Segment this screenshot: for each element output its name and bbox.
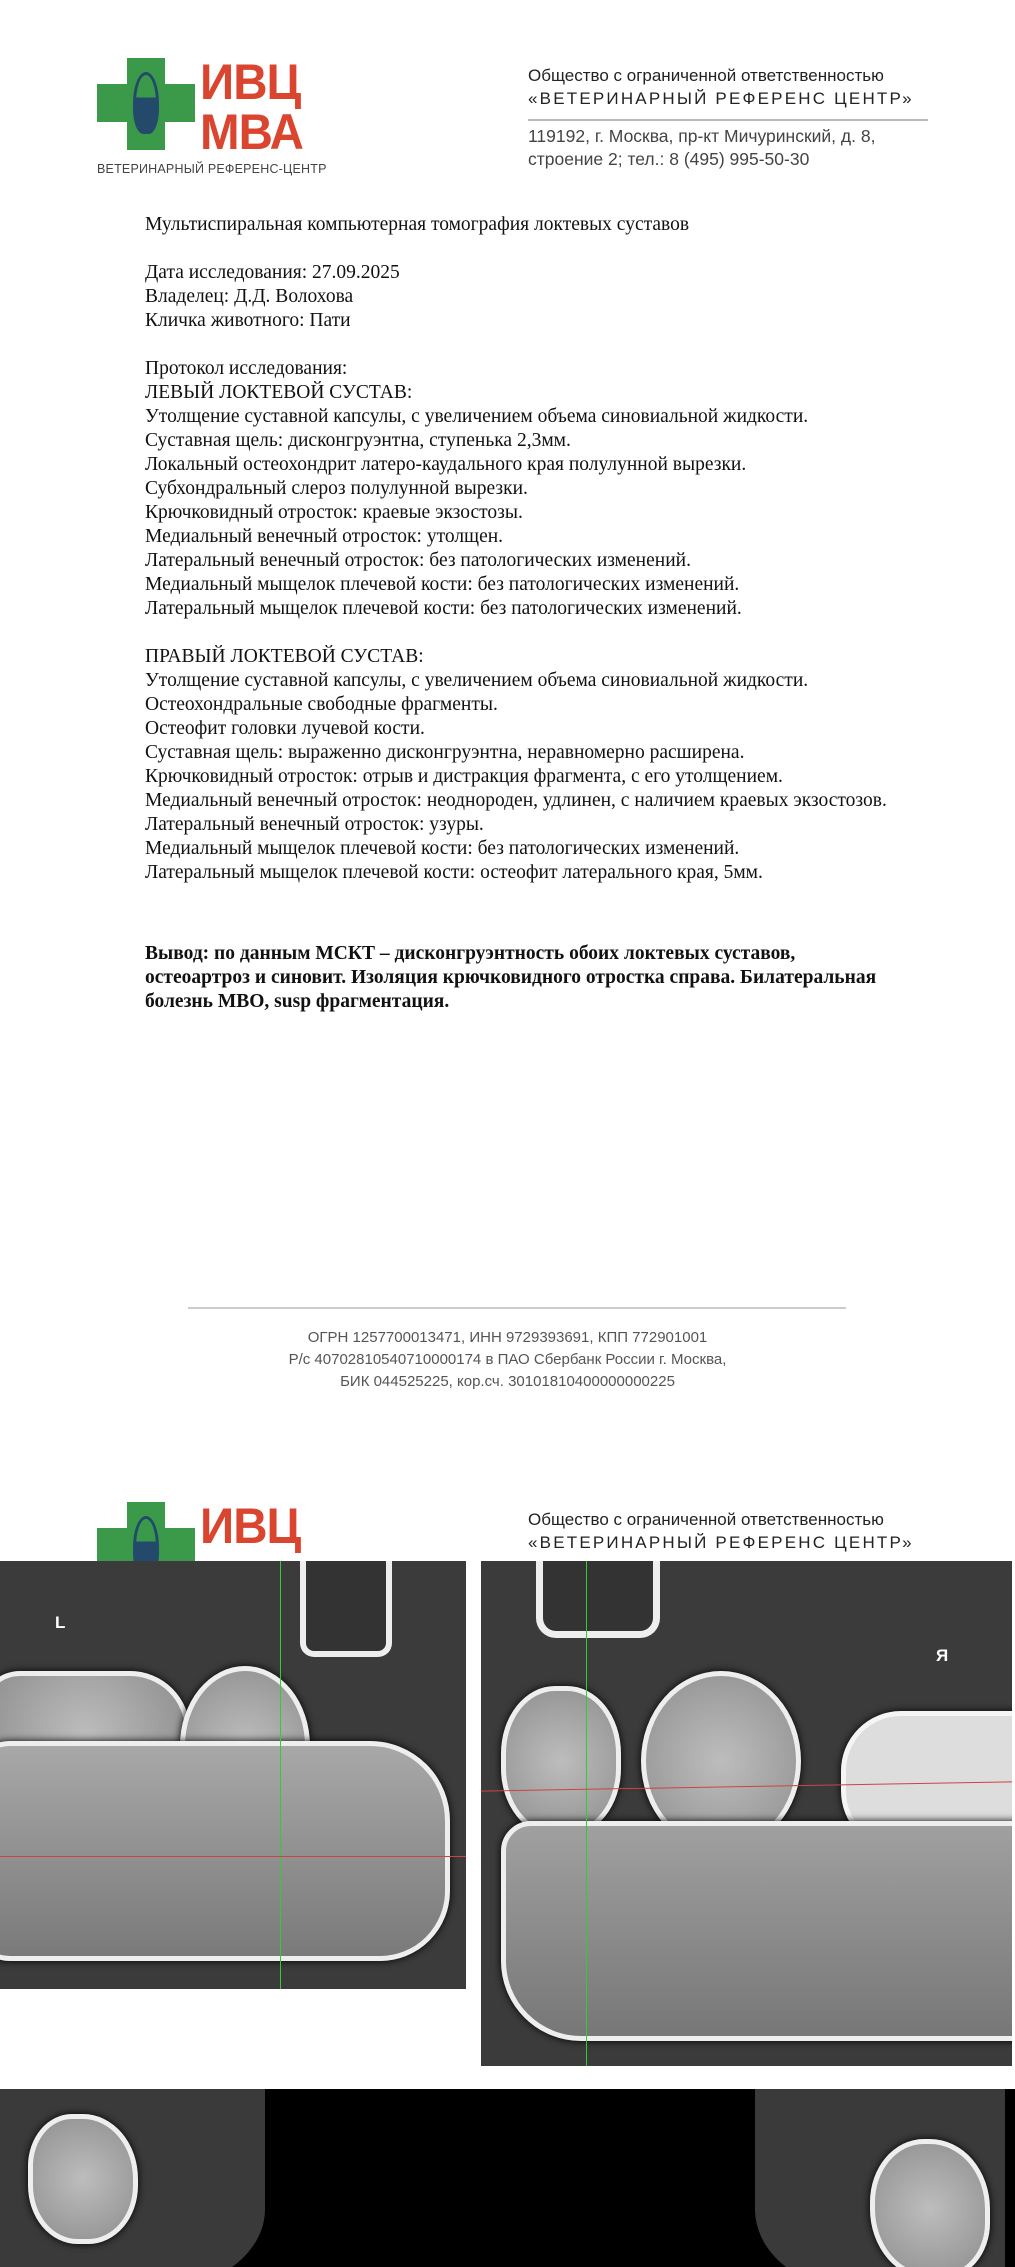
org-name-line1: Общество с ограниченной ответственностью	[528, 66, 884, 85]
left-finding: Субхондральный слероз полулунной вырезки.	[145, 478, 528, 499]
right-finding: Крючковидный отросток: отрыв и дистракция фрагмента, с его утолщением.	[145, 766, 783, 787]
address-line1: 119192, г. Москва, пр-кт Мичуринский, д. 8,	[528, 126, 876, 146]
left-finding: Медиальный венечный отросток: утолщен.	[145, 526, 504, 547]
footer-line: ОГРН 1257700013471, ИНН 9729393691, КПП 772901001	[307, 1329, 708, 1346]
left-finding: Латеральный венечный отросток: без патологических изменений.	[145, 550, 691, 571]
right-finding: Остеохондральные свободные фрагменты.	[145, 694, 498, 715]
left-finding: Медиальный мыщелок плечевой кости: без патологических изменений.	[145, 574, 740, 595]
left-finding: Латеральный мыщелок плечевой кости: без патологических изменений.	[145, 598, 742, 619]
pet-name: Кличка животного: Пати	[145, 310, 351, 331]
header-divider	[528, 119, 928, 121]
conclusion	[145, 942, 876, 1014]
conclusion-line: болезнь МВО, susp фрагментация.	[145, 991, 450, 1012]
ct-image-left	[0, 1561, 466, 1989]
logo-cross-icon	[97, 58, 195, 150]
logo-text-top: ИВЦ	[200, 54, 301, 110]
logo-text-top: ИВЦ	[200, 1498, 301, 1554]
logo-text-bottom: МВА	[200, 104, 303, 160]
left-finding: Суставная щель: дисконгруэнтна, ступенька 2,3мм.	[145, 430, 571, 451]
ct-image-strip	[0, 2089, 1015, 2267]
logo-subtitle: ВЕТЕРИНАРНЫЙ РЕФЕРЕНС-ЦЕНТР	[97, 162, 327, 176]
footer-line: БИК 044525225, кор.сч. 30101810400000000225	[340, 1373, 675, 1390]
org-name-line2: «ВЕТЕРИНАРНЫЙ РЕФЕРЕНС ЦЕНТР»	[528, 89, 914, 108]
address-line2: строение 2; тел.: 8 (495) 995-50-30	[528, 149, 810, 169]
ct-image-right	[481, 1561, 1012, 2066]
org-name-line2: «ВЕТЕРИНАРНЫЙ РЕФЕРЕНС ЦЕНТР»	[528, 1533, 914, 1552]
right-finding: Латеральный венечный отросток: узуры.	[145, 814, 484, 835]
right-joint-heading: ПРАВЫЙ ЛОКТЕВОЙ СУСТАВ:	[145, 646, 424, 667]
right-finding: Медиальный венечный отросток: неоднороден, удлинен, с наличием краевых экзостозов.	[145, 790, 887, 811]
owner: Владелец: Д.Д. Волохова	[145, 286, 354, 307]
left-joint-heading: ЛЕВЫЙ ЛОКТЕВОЙ СУСТАВ:	[145, 382, 413, 403]
ct-side-label-left: L	[55, 1613, 66, 1632]
right-finding: Утолщение суставной капсулы, с увеличением объема синовиальной жидкости.	[145, 670, 809, 691]
protocol-label: Протокол исследования:	[145, 358, 348, 379]
report-body	[145, 213, 887, 885]
right-finding: Медиальный мыщелок плечевой кости: без патологических изменений.	[145, 838, 740, 859]
left-finding: Утолщение суставной капсулы, с увеличением объема синовиальной жидкости.	[145, 406, 809, 427]
conclusion-line: Вывод: по данным МСКТ – дисконгруэнтность обоих локтевых суставов,	[145, 943, 796, 964]
right-finding: Остеофит головки лучевой кости.	[145, 718, 425, 739]
right-finding: Латеральный мыщелок плечевой кости: остеофит латерального края, 5мм.	[145, 862, 763, 883]
footer-requisites	[0, 1327, 1015, 1393]
footer-line: Р/с 40702810540710000174 в ПАО Сбербанк России г. Москва,	[288, 1351, 727, 1368]
right-finding: Суставная щель: выраженно дисконгруэнтна, неравномерно расширена.	[145, 742, 745, 763]
report-title: Мультиспиральная компьютерная томография локтевых суставов	[145, 214, 690, 235]
org-name-line1: Общество с ограниченной ответственностью	[528, 1510, 884, 1529]
conclusion-line: остеоартроз и синовит. Изоляция крючковидного отростка справа. Билатеральная	[145, 967, 877, 988]
study-date: Дата исследования: 27.09.2025	[145, 262, 400, 283]
footer-divider	[188, 1307, 846, 1309]
ct-side-label-right: Я	[936, 1646, 949, 1665]
left-finding: Локальный остеохондрит латеро-каудального края полулунной вырезки.	[145, 454, 747, 475]
left-finding: Крючковидный отросток: краевые экзостозы.	[145, 502, 523, 523]
